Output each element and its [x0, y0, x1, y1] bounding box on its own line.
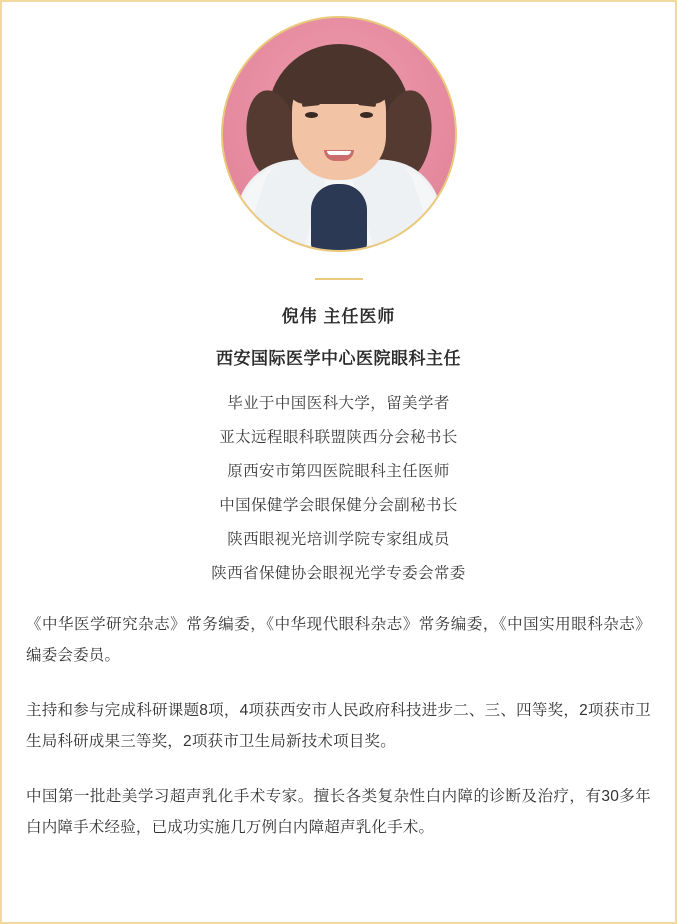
credential-item: 亚太远程眼科联盟陕西分会秘书长: [219, 429, 458, 446]
credential-item: 陕西眼视光培训学院专家组成员: [227, 531, 450, 548]
eye-right-icon: [360, 112, 373, 118]
biography-paragraph: 主持和参与完成科研课题8项，4项获西安市人民政府科技进步二、三、四等奖，2项获市卫生局科研成果三等奖，2项获市卫生局新技术项目奖。: [26, 702, 651, 750]
credential-item: 陕西省保健协会眼视光学专委会常委: [211, 565, 466, 582]
doctor-portrait-photo: [221, 16, 457, 252]
doctor-position: 西安国际医学中心医院眼科主任: [216, 349, 461, 368]
doctor-name: 倪伟 主任医师: [281, 307, 396, 326]
biography-paragraph: 《中华医学研究杂志》常务编委，《中华现代眼科杂志》常务编委，《中国实用眼科杂志》编委会委员。: [26, 616, 651, 664]
doctor-identity-block: [2, 302, 675, 591]
decorative-divider: [315, 278, 363, 280]
credential-item: 中国保健学会眼保健分会副秘书长: [219, 497, 458, 514]
eye-left-icon: [305, 112, 318, 118]
portrait-container: [2, 16, 675, 252]
shirt-icon: [311, 184, 367, 250]
credential-item: 毕业于中国医科大学，留美学者: [227, 395, 450, 412]
biography-paragraph: 中国第一批赴美学习超声乳化手术专家。擅长各类复杂性白内障的诊断及治疗，有30多年白内障手术经验，已成功实施几万例白内障超声乳化手术。: [26, 788, 651, 836]
biography-section: [26, 609, 651, 843]
fringe-icon: [287, 58, 391, 104]
credential-item: 原西安市第四医院眼科主任医师: [227, 463, 450, 480]
